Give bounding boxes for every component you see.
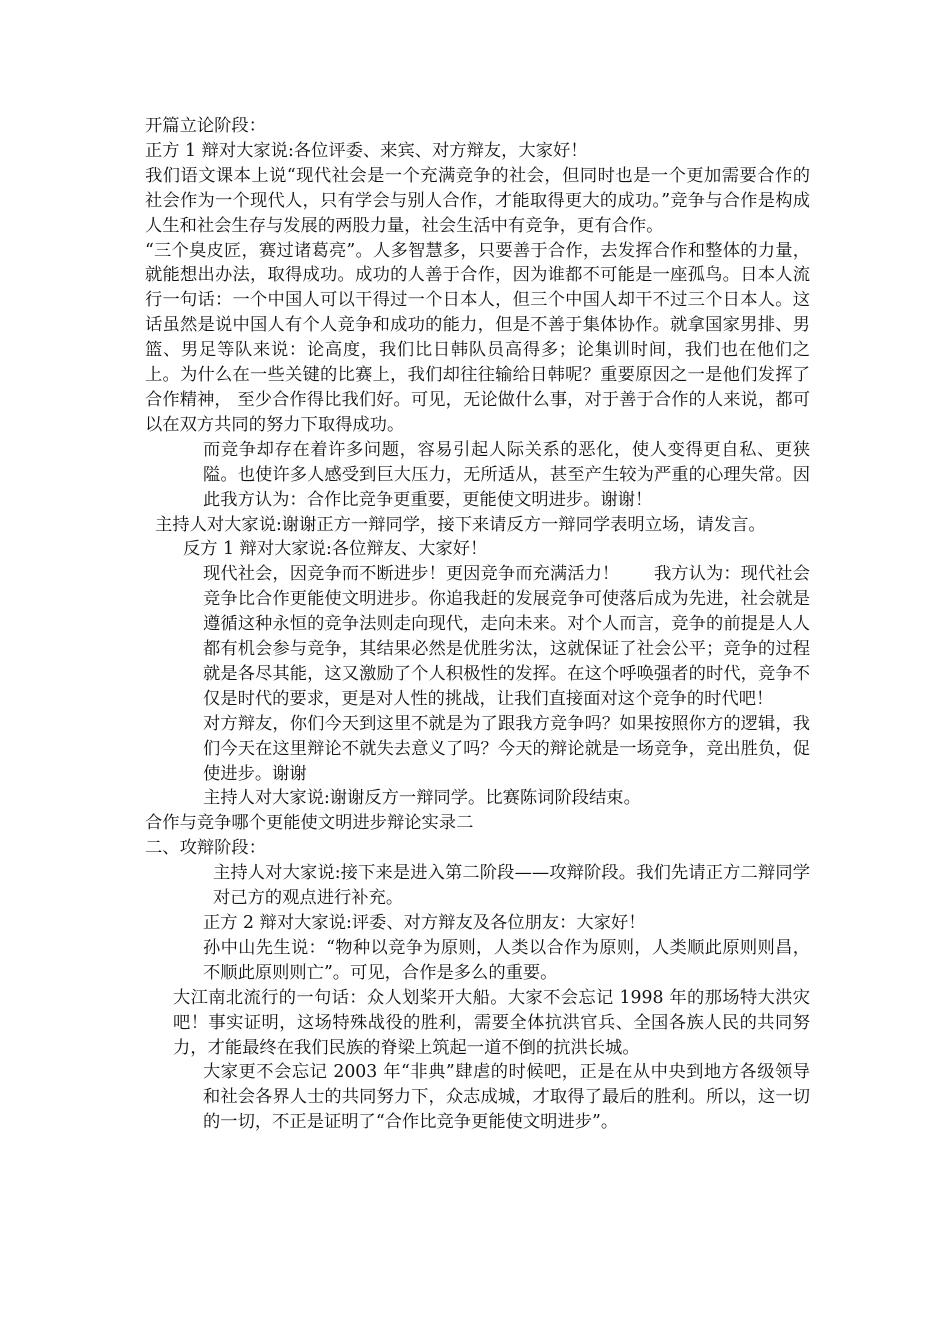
paragraph-host-2: 主持人对大家说:谢谢反方一辩同学。比赛陈词阶段结束。: [203, 788, 641, 809]
section-heading-cross-examination: 二、攻辩阶段：: [145, 838, 266, 859]
paragraph-host-1: 主持人对大家说:谢谢正方一辩同学，接下来请反方一辩同学表明立场，请发言。: [155, 514, 766, 535]
paragraph-negative-1-greeting: 反方 1 辩对大家说:各位辩友、大家好！: [183, 539, 488, 560]
section-heading-opening: 开篇立论阶段：: [145, 116, 266, 136]
document-body: [145, 114, 810, 1135]
paragraph-affirmative-2-sars: 大家更不会忘记 2003 年“非典”肆虐的时候吧，正是在从中央到地方各级领导和社会各界人士的共同努力下，众志成城，才取得了最后的胜利。所以，这一切的一切，不正是证明了“合作比竞争更能使文明进步”。: [203, 1062, 810, 1133]
paragraph-affirmative-1-greeting: 正方 1 辩对大家说:各位评委、来宾、对方辩友，大家好！: [145, 140, 588, 161]
paragraph-affirmative-2-greeting: 正方 2 辩对大家说:评委、对方辩友及各位朋友：大家好！: [203, 913, 646, 933]
paragraph-affirmative-1-textbook: 我们语文课本上说“现代社会是一个充满竞争的社会，但同时也是一个更加需要合作的社会作为一个现代人，只有学会与别人合作，才能取得更大的成功。”竞争与合作是构成人生和社会生存与发展的两股力量，社会生活中有竞争，更有合作。: [145, 165, 810, 236]
paragraph-affirmative-2-sun-yat-sen: 孙中山先生说：“物种以竞争为原则，人类以合作为原则，人类顺此原则则昌，不顺此原则则亡”。可见，合作是多么的重要。: [203, 937, 810, 983]
section-title-part-two: 合作与竞争哪个更能使文明进步辩论实录二: [145, 813, 474, 834]
paragraph-affirmative-1-proverb: “三个臭皮匠，赛过诸葛亮”。人多智慧多，只要善于合作，去发挥合作和整体的力量，就能想出办法，取得成功。成功的人善于合作，因为谁都不可能是一座孤鸟。日本人流行一句话：一个中国人可以干得过一个日本人，但三个中国人却干不过三个日本人。这话虽然是说中国人有个人竞争和成功的能力，但是不善于集体协作。就拿国家男排、男篮、男足等队来说：论高度，我们比日韩队员高得多；论集训时间，我们也在他们之上。为什么在一些关键的比赛上，我们却往往输给日韩呢？重要原因之一是他们发挥了合作精神， 至少合作得比我们好。可见，无论做什么事，对于善于合作的人来说，都可以在双方共同的努力下取得成功。: [145, 240, 810, 435]
paragraph-negative-1-argument: 现代社会，因竞争而不断进步！更因竞争而充满活力！ 我方认为：现代社会竞争比合作更能使文明进步。你追我赶的发展竞争可使落后成为先进，社会就是遵循这种永恒的竞争法则走向现代，走向未来。对个人而言，竞争的前提是人人都有机会参与竞争，其结果必然是优胜劣汰，这就保证了社会公平；竞争的过程就是各尽其能，这又激励了个人积极性的发挥。在这个呼唤强者的时代，竞争不仅是时代的要求，更是对人性的挑战，让我们直接面对这个竞争的时代吧！: [203, 564, 810, 709]
paragraph-negative-1-rebuttal: 对方辩友，你们今天到这里不就是为了跟我方竞争吗？如果按照你方的逻辑，我们今天在这里辩论不就失去意义了吗？今天的辩论就是一场竞争，竞出胜负，促使进步。谢谢: [203, 713, 810, 784]
paragraph-affirmative-1-conclusion: 而竞争却存在着许多问题，容易引起人际关系的恶化，使人变得更自私、更狭隘。也使许多人感受到巨大压力，无所适从，甚至产生较为严重的心理失常。因此我方认为：合作比竞争更重要，更能使文明进步。谢谢！: [203, 439, 810, 510]
paragraph-host-3: 主持人对大家说:接下来是进入第二阶段——攻辩阶段。我们先请正方二辩同学对己方的观点进行补充。: [213, 863, 810, 909]
paragraph-affirmative-2-flood: 大江南北流行的一句话：众人划桨开大船。大家不会忘记 1998 年的那场特大洪灾吧！事实证明，这场特殊战役的胜利，需要全体抗洪官兵、全国各族人民的共同努力，才能最终在我们民族的脊梁上筑起一道不倒的抗洪长城。: [173, 987, 810, 1058]
